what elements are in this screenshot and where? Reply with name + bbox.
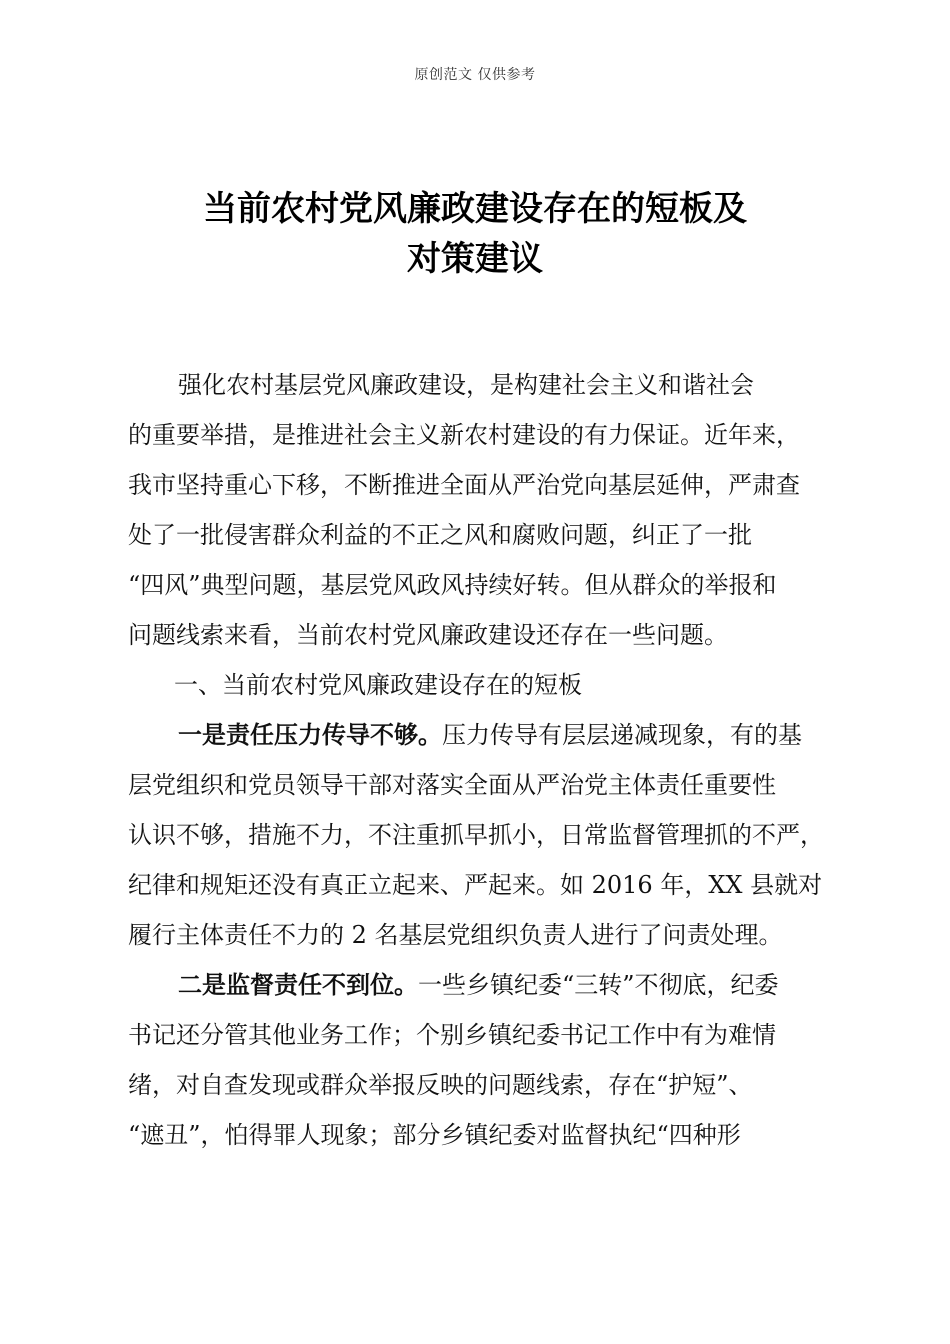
page-header: 原创范文 仅供参考 [414,67,536,83]
text-line: 我市坚持重心下移，不断推进全面从严治党向基层延伸，严肃查 [128,471,800,499]
document-title [100,182,850,282]
paragraph-supervision [128,960,828,1160]
text-line: 履行主体责任不力的 2 名基层党组织负责人进行了问责处理。 [128,921,783,949]
text-line: 绪，对自查发现或群众举报反映的问题线索，存在“护短”、 [128,1071,753,1099]
text-line: 强化农村基层党风廉政建设，是构建社会主义和谐社会 [178,371,754,399]
paragraph-lead: 一是责任压力传导不够。 [178,720,442,749]
text-line: “遮丑”，怕得罪人现象；部分乡镇纪委对监督执纪“四种形 [128,1121,741,1149]
text-line: “四风”典型问题，基层党风政风持续好转。但从群众的举报和 [128,571,777,599]
text-line: 处了一批侵害群众利益的不正之风和腐败问题，纠正了一批 [128,521,752,549]
text-line: 的重要举措，是推进社会主义新农村建设的有力保证。近年来， [128,421,800,449]
text-line: 层党组织和党员领导干部对落实全面从严治党主体责任重要性 [128,771,776,799]
paragraph-lead: 二是监督责任不到位。 [178,970,418,999]
document-body [128,360,828,1160]
text-line [128,960,828,1010]
paragraph-intro [128,360,828,660]
paragraph-responsibility [128,710,828,960]
section-heading: 一、当前农村党风廉政建设存在的短板 [174,671,582,699]
text-line: 问题线索来看，当前农村党风廉政建设还存在一些问题。 [128,621,728,649]
paragraph-lead-rest: 一些乡镇纪委“三转”不彻底，纪委 [418,971,779,999]
text-line [128,710,828,760]
text-line: 认识不够，措施不力，不注重抓早抓小，日常监督管理抓的不严， [128,821,824,849]
title-line-1: 当前农村党风廉政建设存在的短板及 [203,189,747,229]
text-line: 纪律和规矩还没有真正立起来、严起来。如 2016 年，XX 县就对 [128,871,823,899]
text-line: 书记还分管其他业务工作；个别乡镇纪委书记工作中有为难情 [128,1021,776,1049]
title-line-2: 对策建议 [407,239,543,279]
paragraph-lead-rest: 压力传导有层层递减现象，有的基 [442,721,802,749]
